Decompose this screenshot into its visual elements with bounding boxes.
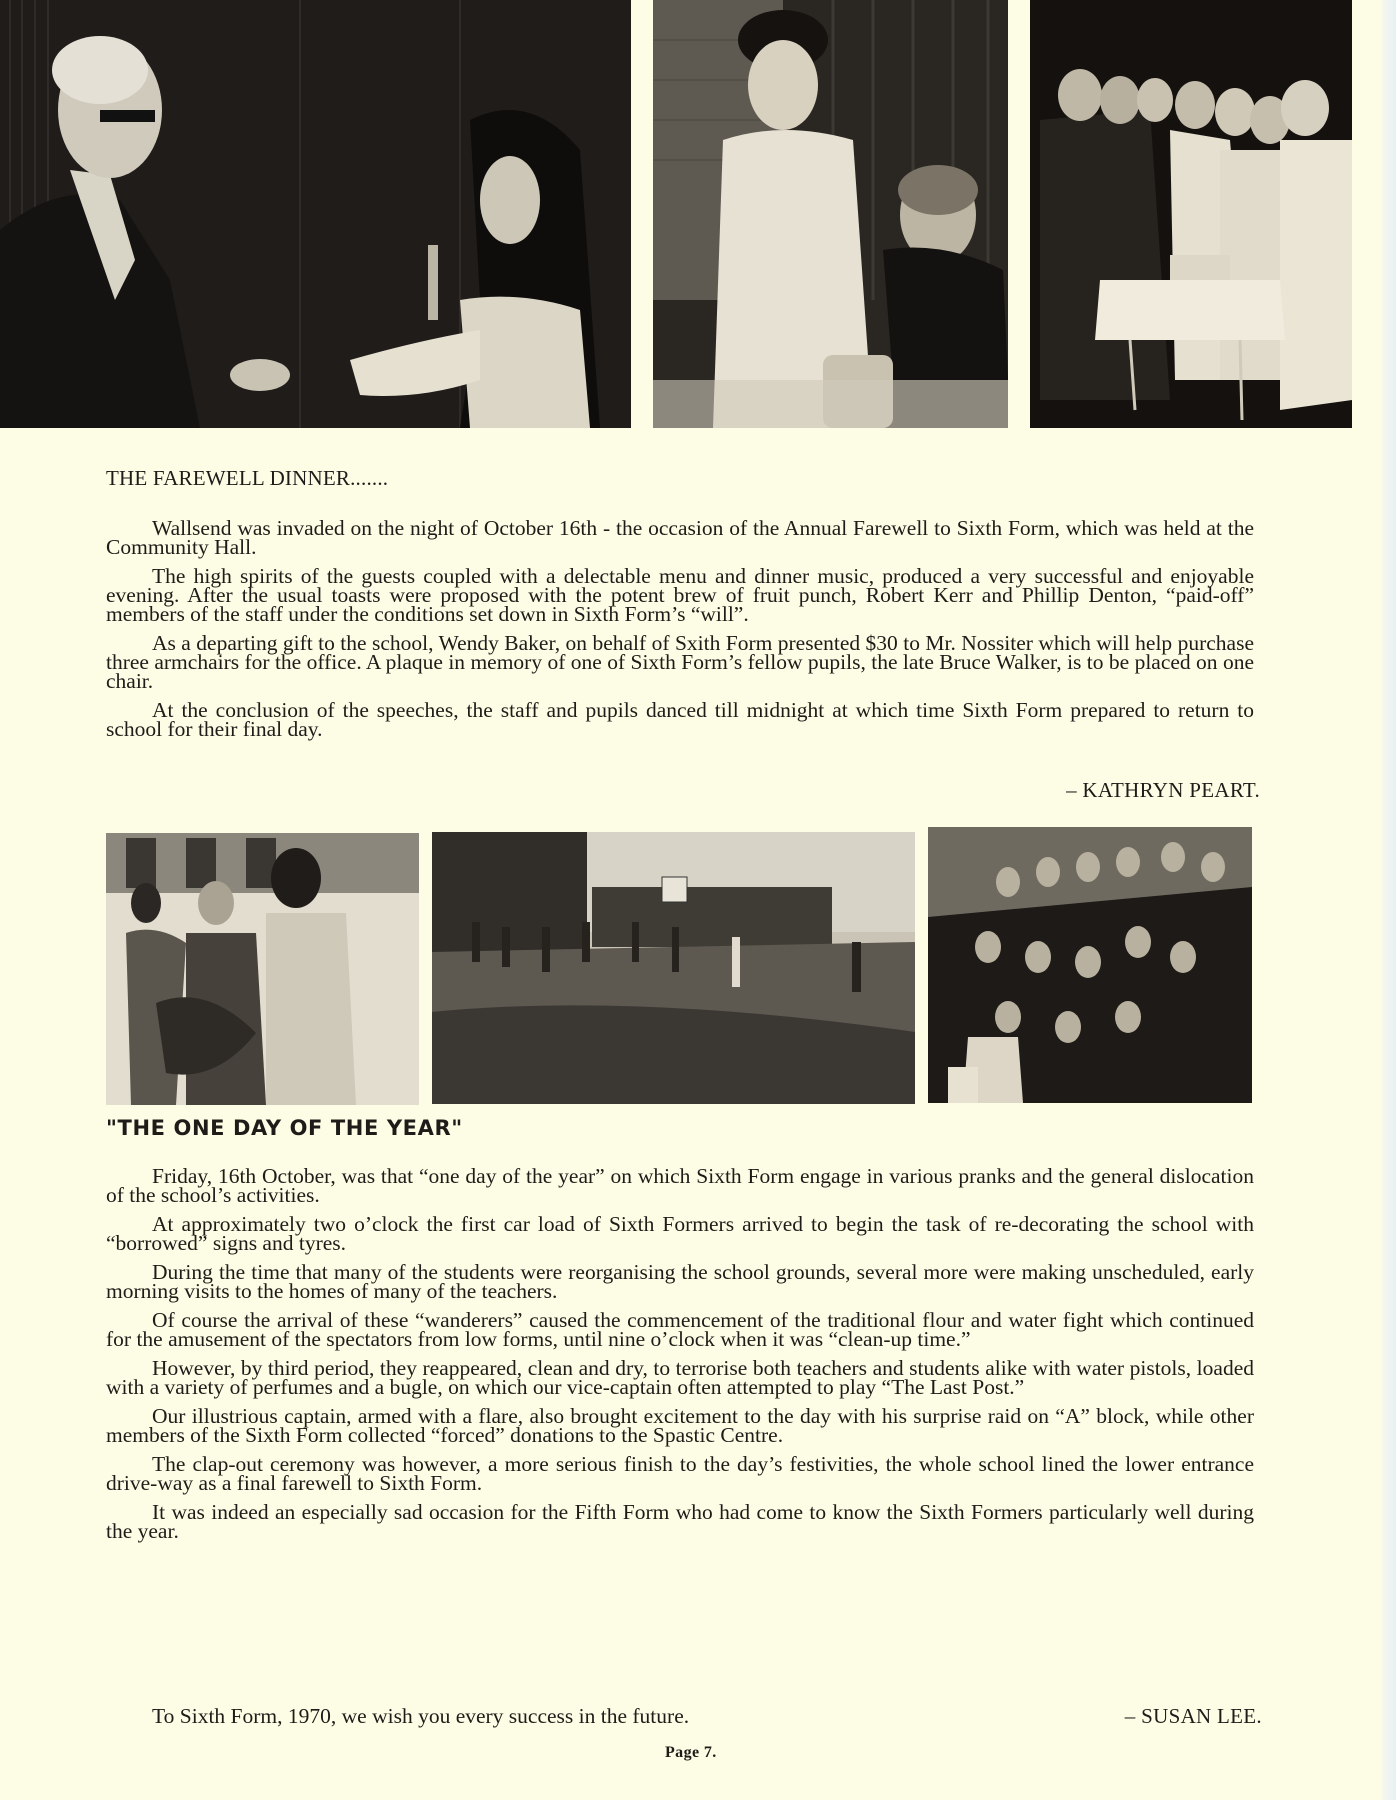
article-paragraph: Friday, 16th October, was that “one day of the year” on which Sixth Form engage in various pranks and the general dislocation of the school’s activities. — [106, 1164, 1254, 1207]
article-paragraph: During the time that many of the students were reorganising the school grounds, several more were making unscheduled, early morning visits to the homes of many of the teachers. — [106, 1260, 1254, 1303]
article-paragraph: At the conclusion of the speeches, the staff and pupils danced till midnight at which time Sixth Form prepared to return to school for their final day. — [106, 698, 1254, 741]
photo-speech — [653, 0, 1008, 428]
farewell-dinner-article — [106, 516, 1254, 741]
one-day-article — [106, 1164, 1254, 1543]
photo-presentation — [0, 0, 631, 428]
page-edge — [1382, 0, 1396, 1800]
farewell-dinner-title: THE FAREWELL DINNER....... — [106, 466, 389, 490]
closing-line: To Sixth Form, 1970, we wish you every success in the future. — [152, 1704, 690, 1728]
byline-susan-lee: – SUSAN LEE. — [1124, 1704, 1262, 1728]
photo-group-portrait — [928, 827, 1252, 1103]
article-paragraph: The clap-out ceremony was however, a more serious finish to the day’s festivities, the whole school lined the lower entrance drive-way as a final farewell to Sixth Form. — [106, 1452, 1254, 1495]
article-paragraph: However, by third period, they reappeared, clean and dry, to terrorise both teachers and students alike with water pistols, loaded with a variety of perfumes and a bugle, on which our vice-captain often attempted to play “The Last Post.” — [106, 1356, 1254, 1399]
photo-courtyard-cleanup — [432, 832, 915, 1104]
article-paragraph: It was indeed an especially sad occasion for the Fifth Form who had come to know the Sixth Formers particularly well during the year. — [106, 1500, 1254, 1543]
byline-kathryn-peart: – KATHRYN PEART. — [1066, 778, 1260, 802]
photo-cake-cutting — [1030, 0, 1352, 428]
article-paragraph: The high spirits of the guests coupled with a delectable menu and dinner music, produced a very successful and enjoyable evening. After the usual toasts were proposed with the potent brew of fruit punch, Robert Kerr and Phillip Denton, “paid-off” members of the staff under the conditions set down in Sixth Form’s “will”. — [106, 564, 1254, 626]
page-number: Page 7. — [665, 1744, 717, 1761]
article-paragraph: Our illustrious captain, armed with a flare, also brought excitement to the day with his surprise raid on “A” block, while other members of the Sixth Form collected “forced” donations to the Spastic Centre. — [106, 1404, 1254, 1447]
one-day-title: "THE ONE DAY OF THE YEAR" — [106, 1116, 463, 1140]
article-paragraph: At approximately two o’clock the first car load of Sixth Formers arrived to begin the task of re-decorating the school with “borrowed” signs and tyres. — [106, 1212, 1254, 1255]
article-paragraph: As a departing gift to the school, Wendy Baker, on behalf of Sxith Form presented $30 to Mr. Nossiter which will help purchase three armchairs for the office. A plaque in memory of one of Sixth Form’s fellow pupils, the late Bruce Walker, is to be placed on one chair. — [106, 631, 1254, 693]
photo-students-outside — [106, 833, 419, 1105]
article-paragraph: Wallsend was invaded on the night of October 16th - the occasion of the Annual Farewell to Sixth Form, which was held at the Community Hall. — [106, 516, 1254, 559]
article-paragraph: Of course the arrival of these “wanderers” caused the commencement of the traditional flour and water fight which continued for the amusement of the spectators from low forms, until nine o’clock when it was “clean-up time.” — [106, 1308, 1254, 1351]
